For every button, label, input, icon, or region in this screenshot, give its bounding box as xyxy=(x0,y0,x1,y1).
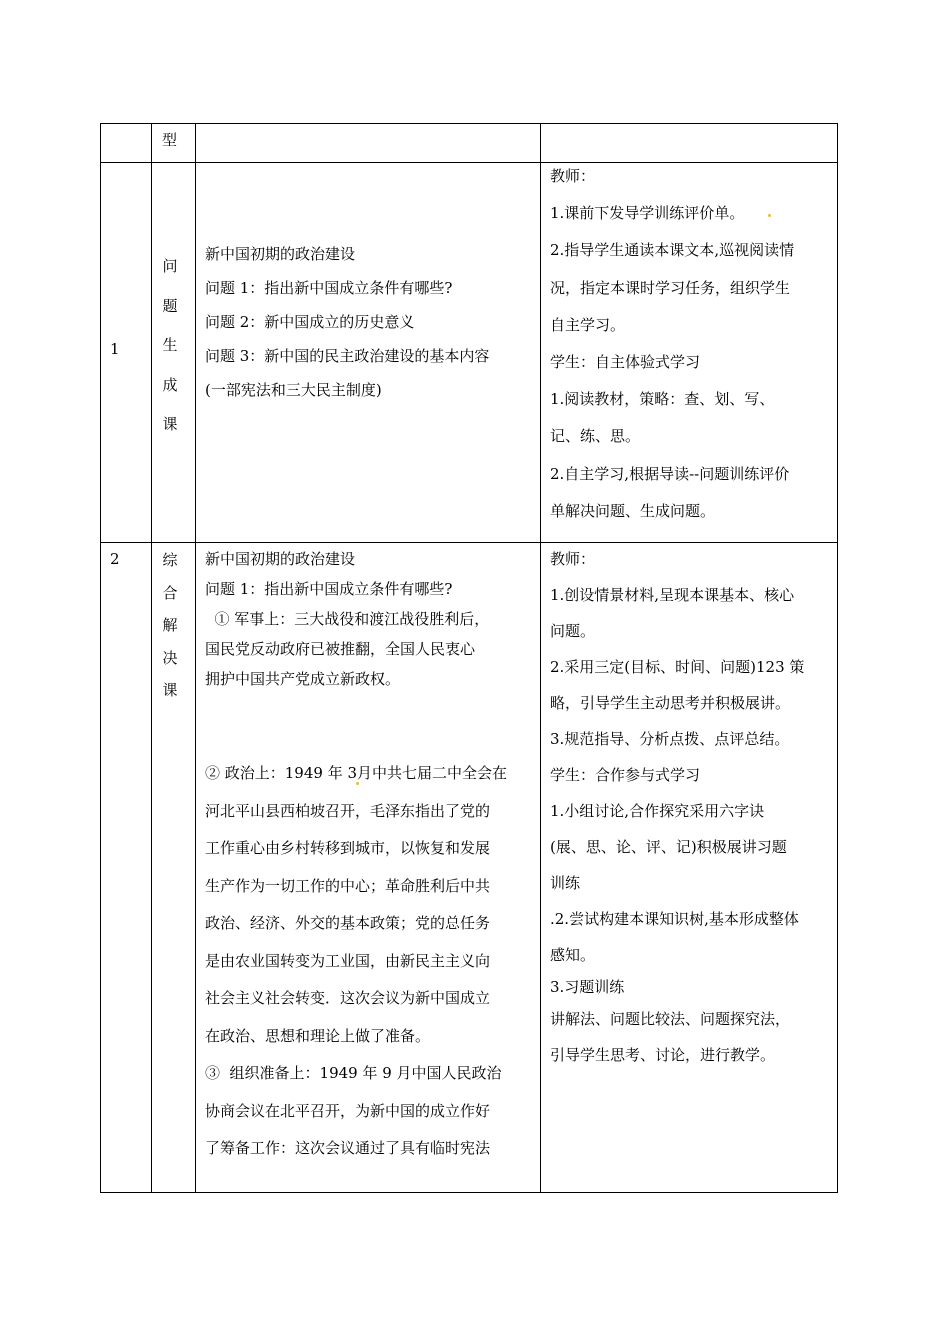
content-line: 生产作为一切工作的中心；革命胜利后中共 xyxy=(205,876,491,895)
content-line: 协商会议在北平召开，为新中国的成立作好 xyxy=(205,1101,491,1120)
row-1-type-char: 题 xyxy=(162,296,178,315)
method-line: 问题。 xyxy=(550,622,596,640)
row-2-type-char: 综 xyxy=(162,551,178,569)
content-line: 是由农业国转变为工业国，由新民主主义向 xyxy=(205,951,491,970)
row-2-teaching-method xyxy=(550,541,804,1073)
row-2-content-part-1 xyxy=(205,544,489,694)
row-2-type-char: 解 xyxy=(162,616,178,634)
method-line: 2.指导学生通读本课文本,巡视阅读情 xyxy=(550,241,795,260)
content-line: 在政治、思想和理论上做了准备。 xyxy=(205,1026,431,1045)
content-line: 新中国初期的政治建设 xyxy=(205,550,356,568)
method-line: 1.课前下发导学训练评价单。 xyxy=(550,204,745,223)
method-line: 3.规范指导、分析点拨、点评总结。 xyxy=(550,730,790,748)
decorative-dot xyxy=(356,782,359,785)
table-bottom-border xyxy=(100,1192,838,1193)
column-divider-2 xyxy=(195,123,196,1193)
table-right-border xyxy=(837,123,838,1193)
method-line: 训练 xyxy=(550,874,581,892)
method-line: 1.阅读教材，策略：查、划、写、 xyxy=(550,390,775,409)
method-line: .2.尝试构建本课知识树,基本形成整体 xyxy=(550,910,799,928)
method-line: 学生：合作参与式学习 xyxy=(550,766,701,784)
row-2-lesson-type xyxy=(160,544,180,707)
method-line: 2.自主学习,根据导读--问题训练评价 xyxy=(550,464,790,483)
content-line: 政治、经济、外交的基本政策；党的总任务 xyxy=(205,914,491,932)
table-left-border xyxy=(100,123,101,1193)
method-line: 况，指定本课时学习任务，组织学生 xyxy=(550,278,791,297)
row-2-type-char: 合 xyxy=(162,583,178,602)
method-line: 学生：自主体验式学习 xyxy=(550,353,701,372)
method-line: 1.创设情景材料,呈现本课基本、核心 xyxy=(550,586,795,604)
method-line: 自主学习。 xyxy=(550,315,626,334)
content-line: 问题 1：指出新中国成立条件有哪些? xyxy=(205,279,453,297)
content-line: 拥护中国共产党成立新政权。 xyxy=(205,670,401,688)
row-1-lesson-type xyxy=(160,247,180,445)
content-line: 社会主义社会转变．这次会议为新中国成立 xyxy=(205,989,491,1007)
method-line: 引导学生思考、讨论，进行教学。 xyxy=(550,1046,776,1064)
row-1-type-char: 成 xyxy=(162,375,178,394)
method-line: 感知。 xyxy=(550,946,596,964)
content-line: ③ 组织准备上：1949 年 9 月中国人民政治 xyxy=(205,1064,502,1082)
lesson-type-header-cell: 型 xyxy=(162,131,178,149)
row-2-content-part-2 xyxy=(205,755,507,1168)
content-line: 问题 2：新中国成立的历史意义 xyxy=(205,313,415,331)
method-line: 记、练、思。 xyxy=(550,427,641,446)
content-line: 了筹备工作：这次会议通过了具有临时宪法 xyxy=(205,1139,491,1157)
content-line: ② 政治上：1949 年 3月中共七届二中全会在 xyxy=(205,764,508,782)
method-line: 略，引导学生主动思考并积极展讲。 xyxy=(550,694,791,712)
row-2-type-char: 课 xyxy=(162,681,178,699)
decorative-dot xyxy=(768,214,771,217)
content-line: 河北平山县西柏坡召开，毛泽东指出了党的 xyxy=(205,801,491,820)
method-line: 教师： xyxy=(550,167,596,185)
content-line: (一部宪法和三大民主制度) xyxy=(205,381,382,399)
column-divider-1 xyxy=(151,123,152,1193)
method-line: 教师： xyxy=(550,550,596,568)
method-line: 3.习题训练 xyxy=(550,978,625,996)
method-line: (展、思、论、评、记)积极展讲习题 xyxy=(550,838,787,856)
row-1-teaching-method xyxy=(550,158,794,530)
method-line: 单解决问题、生成问题。 xyxy=(550,501,716,520)
row-1-type-char: 生 xyxy=(162,336,178,354)
row-1-type-char: 问 xyxy=(162,257,178,275)
method-line: 2.采用三定(目标、时间、问题)123 策 xyxy=(550,658,805,676)
method-line: 1.小组讨论,合作探究采用六字诀 xyxy=(550,802,765,820)
row-1-content xyxy=(205,237,489,407)
table-top-border xyxy=(100,123,838,124)
method-line: 讲解法、问题比较法、问题探究法， xyxy=(550,1010,791,1028)
content-line: 问题 3：新中国的民主政治建设的基本内容 xyxy=(205,347,490,365)
content-line: 国民党反动政府已被推翻，全国人民衷心 xyxy=(205,640,476,658)
row-2-number: 2 xyxy=(110,550,120,568)
content-line: 新中国初期的政治建设 xyxy=(205,245,356,263)
row-1-number: 1 xyxy=(110,340,120,358)
row-2-type-char: 决 xyxy=(162,648,178,667)
content-line: 问题 1：指出新中国成立条件有哪些? xyxy=(205,580,453,598)
column-divider-3 xyxy=(540,123,541,1193)
row-1-type-char: 课 xyxy=(162,415,178,433)
content-line: 工作重心由乡村转移到城市，以恢复和发展 xyxy=(205,839,491,857)
content-line: ① 军事上：三大战役和渡江战役胜利后， xyxy=(205,610,490,628)
